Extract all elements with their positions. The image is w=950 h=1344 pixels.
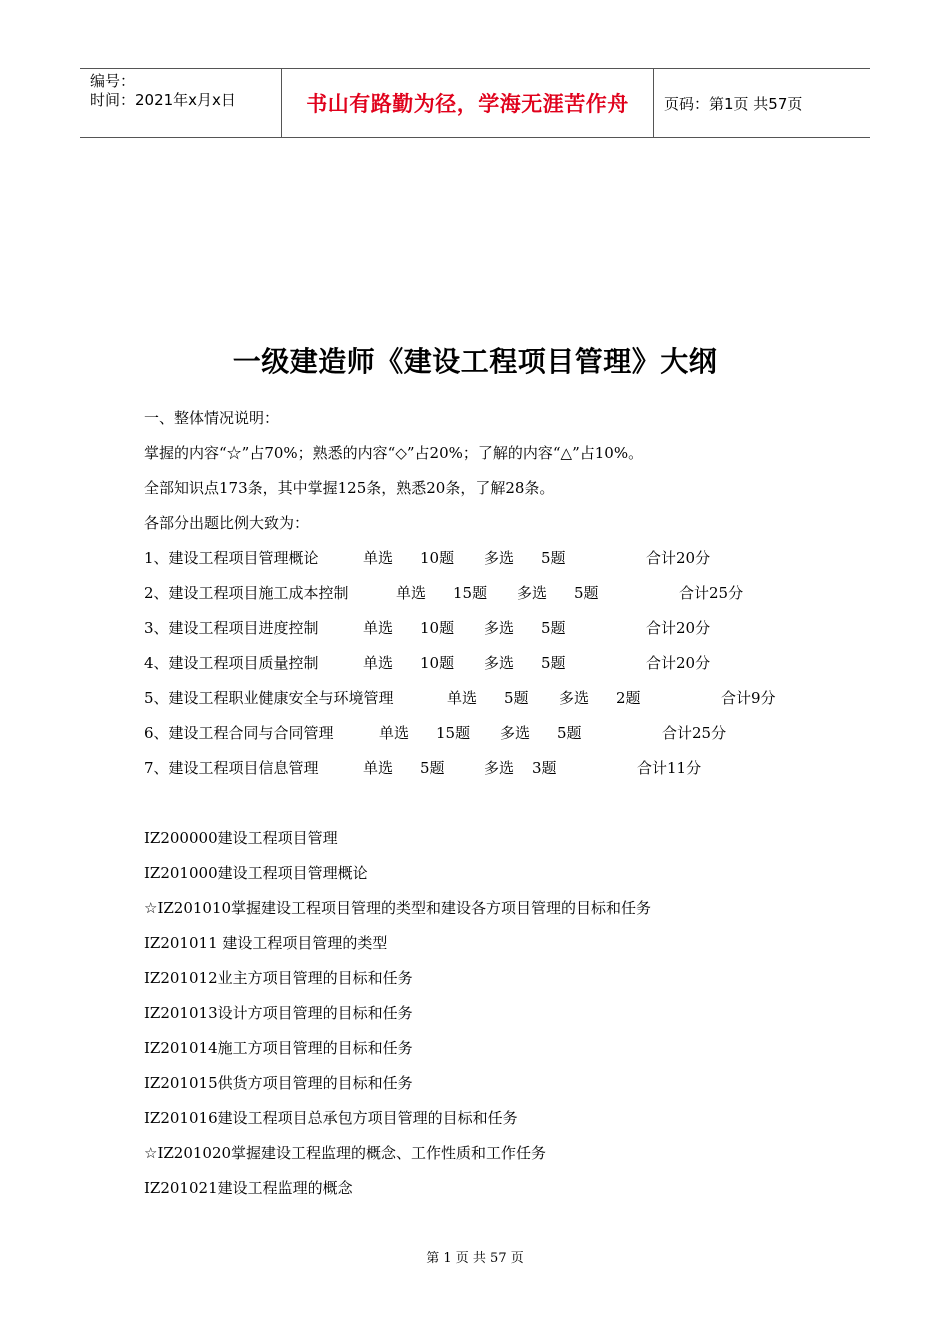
ratio-multi: 多选	[484, 759, 515, 777]
ratio-multi-n: 2题	[616, 689, 641, 707]
ratio-single: 单选	[396, 584, 427, 602]
outline-item: IZ201011 建设工程项目管理的类型	[144, 934, 388, 952]
outline-item: ☆IZ201020掌握建设工程监理的概念、工作性质和工作任务	[144, 1144, 547, 1162]
ratio-multi-n: 5题	[541, 654, 566, 672]
ratio-single-n: 5题	[420, 759, 445, 777]
ratio-multi: 多选	[517, 584, 548, 602]
ratio-name: 2、建设工程项目施工成本控制	[144, 584, 349, 602]
document-title: 一级建造师《建设工程项目管理》大纲	[232, 345, 718, 378]
outline-item: IZ201000建设工程项目管理概论	[144, 864, 368, 882]
ratio-name: 7、建设工程项目信息管理	[144, 759, 319, 777]
ratio-single: 单选	[363, 549, 394, 567]
outline-item: ☆IZ201010掌握建设工程项目管理的类型和建设各方项目管理的目标和任务	[144, 899, 652, 917]
ratio-single: 单选	[379, 724, 410, 742]
ratio-multi: 多选	[484, 654, 515, 672]
ratio-multi-n: 5题	[541, 549, 566, 567]
ratio-total: 合计20分	[646, 549, 711, 567]
header-page-label: 页码：第1页 共57页	[664, 94, 803, 113]
ratio-multi-n: 5题	[557, 724, 582, 742]
ratio-single: 单选	[363, 619, 394, 637]
ratio-name: 1、建设工程项目管理概论	[144, 549, 319, 567]
ratio-single: 单选	[363, 654, 394, 672]
ratio-single-n: 15题	[436, 724, 471, 742]
ratio-multi: 多选	[559, 689, 590, 707]
ratio-multi: 多选	[484, 619, 515, 637]
ratio-multi-n: 5题	[574, 584, 599, 602]
page-footer: 第 1 页 共 57 页	[426, 1251, 524, 1266]
ratio-single-n: 10题	[420, 654, 455, 672]
ratio-multi-n: 5题	[541, 619, 566, 637]
ratio-total: 合计9分	[721, 689, 776, 707]
outline-item: IZ200000建设工程项目管理	[144, 829, 338, 847]
ratio-single: 单选	[363, 759, 394, 777]
outline-item: IZ201016建设工程项目总承包方项目管理的目标和任务	[144, 1109, 518, 1127]
paragraph-weights: 掌握的内容“☆”占70%；熟悉的内容“◇”占20%；了解的内容“△”占10%。	[144, 444, 644, 462]
outline-item: IZ201013设计方项目管理的目标和任务	[144, 1004, 413, 1022]
outline-item: IZ201015供货方项目管理的目标和任务	[144, 1074, 413, 1092]
ratio-single-n: 5题	[504, 689, 529, 707]
ratio-total: 合计25分	[679, 584, 744, 602]
paragraph-counts: 全部知识点173条，其中掌握125条，熟悉20条，了解28条。	[144, 479, 555, 497]
ratio-single-n: 10题	[420, 619, 455, 637]
ratio-total: 合计25分	[662, 724, 727, 742]
ratio-multi: 多选	[484, 549, 515, 567]
outline-item: IZ201012业主方项目管理的目标和任务	[144, 969, 413, 987]
ratio-name: 3、建设工程项目进度控制	[144, 619, 319, 637]
document-header	[80, 68, 870, 138]
ratio-single: 单选	[447, 689, 478, 707]
ratio-multi: 多选	[500, 724, 531, 742]
ratio-single-n: 15题	[453, 584, 488, 602]
ratio-name: 4、建设工程项目质量控制	[144, 654, 319, 672]
outline-item: IZ201021建设工程监理的概念	[144, 1179, 353, 1197]
ratio-total: 合计20分	[646, 654, 711, 672]
ratio-total: 合计20分	[646, 619, 711, 637]
ratio-name: 6、建设工程合同与合同管理	[144, 724, 334, 742]
code-label: 编号：	[90, 72, 136, 90]
section-heading: 一、整体情况说明：	[144, 409, 280, 427]
ratio-multi-n: 3题	[532, 759, 557, 777]
ratio-name: 5、建设工程职业健康安全与环境管理	[144, 689, 394, 707]
paragraph-ratio-intro: 各部分出题比例大致为：	[144, 514, 310, 532]
time-label: 时间：2021年x月x日	[90, 91, 236, 109]
outline-item: IZ201014施工方项目管理的目标和任务	[144, 1039, 413, 1057]
header-meta-cell	[80, 69, 282, 137]
ratio-single-n: 10题	[420, 549, 455, 567]
ratio-total: 合计11分	[637, 759, 702, 777]
header-motto: 书山有路勤为径，学海无涯苦作舟	[282, 69, 654, 137]
